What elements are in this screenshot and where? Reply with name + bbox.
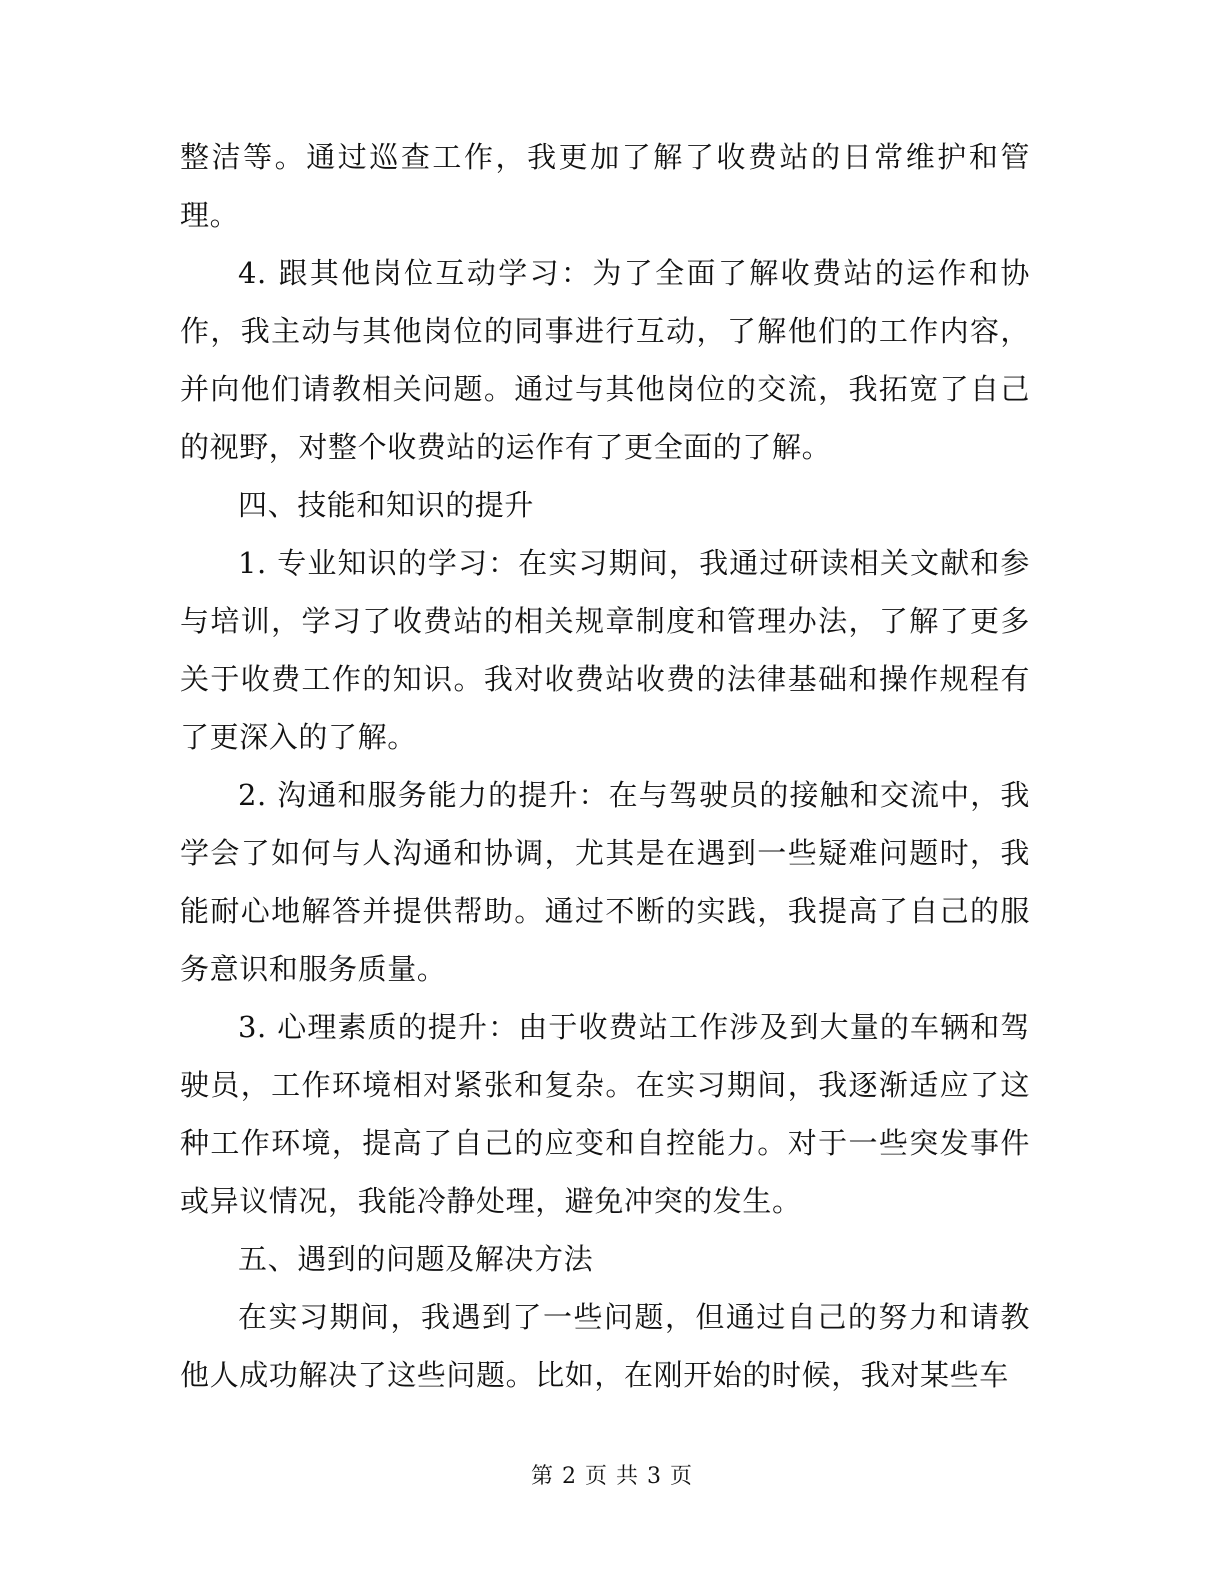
paragraph-skill-1-knowledge: 1. 专业知识的学习：在实习期间，我通过研读相关文献和参与培训，学习了收费站的相关规章制度和管理办法，了解了更多关于收费工作的知识。我对收费站收费的法律基础和操作规程有了更深入的了解。 bbox=[180, 546, 1030, 754]
paragraph-problems-intro: 在实习期间，我遇到了一些问题，但通过自己的努力和请教他人成功解决了这些问题。比如，在刚开始的时候，我对某些车 bbox=[180, 1300, 1030, 1392]
document-body bbox=[180, 128, 1030, 1404]
page-number-footer: 第 2 页 共 3 页 bbox=[531, 1464, 693, 1489]
paragraph-item-4-interaction-learning: 4. 跟其他岗位互动学习：为了全面了解收费站的运作和协作，我主动与其他岗位的同事进行互动，了解他们的工作内容，并向他们请教相关问题。通过与其他岗位的交流，我拓宽了自己的视野，对整个收费站的运作有了更全面的了解。 bbox=[180, 256, 1030, 464]
paragraph-continuation: 整洁等。通过巡查工作，我更加了解了收费站的日常维护和管理。 bbox=[180, 140, 1030, 232]
paragraph-skill-2-communication: 2. 沟通和服务能力的提升：在与驾驶员的接触和交流中，我学会了如何与人沟通和协调，尤其是在遇到一些疑难问题时，我能耐心地解答并提供帮助。通过不断的实践，我提高了自己的服务意识和服务质量。 bbox=[180, 778, 1030, 986]
section-heading-problems: 五、遇到的问题及解决方法 bbox=[238, 1242, 594, 1276]
section-heading-skills: 四、技能和知识的提升 bbox=[238, 488, 535, 522]
paragraph-skill-3-psychology: 3. 心理素质的提升：由于收费站工作涉及到大量的车辆和驾驶员，工作环境相对紧张和复杂。在实习期间，我逐渐适应了这种工作环境，提高了自己的应变和自控能力。对于一些突发事件或异议情况，我能冷静处理，避免冲突的发生。 bbox=[180, 1010, 1030, 1218]
